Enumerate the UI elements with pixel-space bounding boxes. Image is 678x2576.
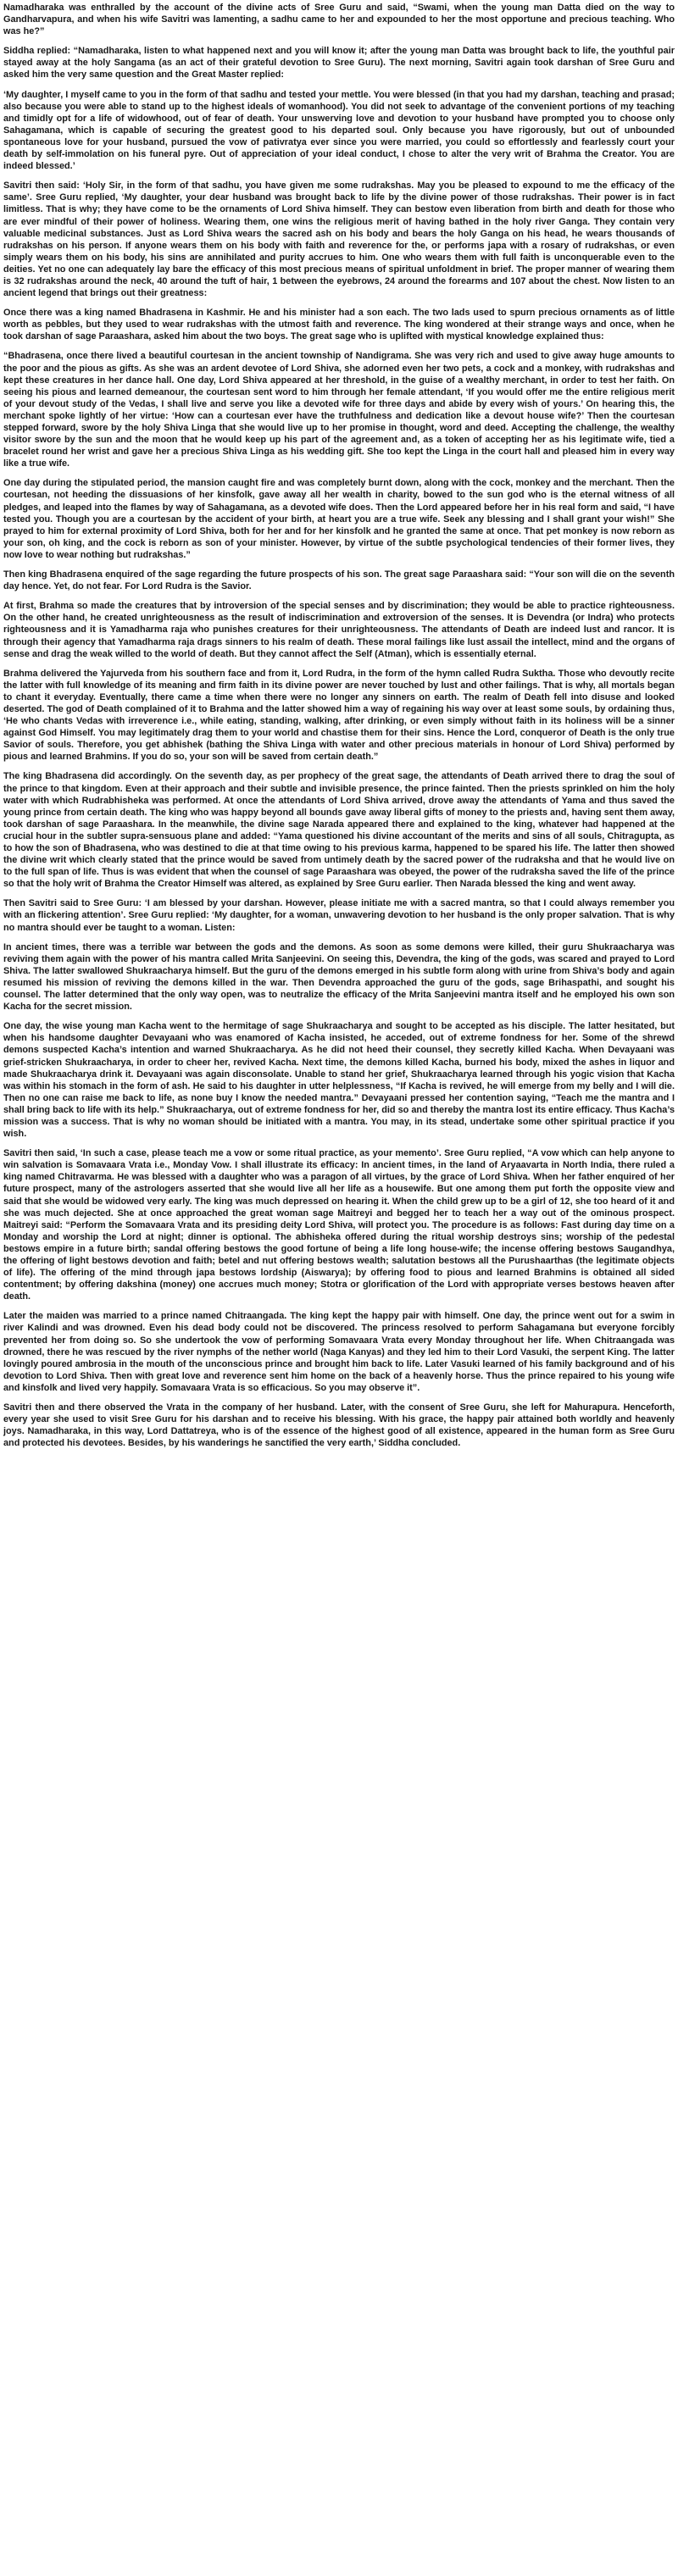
paragraph: Later the maiden was married to a prince named Chitraangada. The king kept the happy pair with himself. One day, the prince went out for a swim in river Kalindi and was drowned. Even his dead body could not be discovered. The princess resolved to perform Sahagamana but everyone forcibly prevented her from doing so. So she undertook the vow of performing Somavaara Vrata every Monday throughout her life. When Chitraangada was drowned, there he was rescued by the river nymphs of the nether world (Naga Kanyas) and they led him to their Lord Vasuki, the serpent King. The latter lovingly poured ambrosia in the mouth of the unconscious prince and brought him back to life. Later Vasuki learned of his family background and of his devotion to Lord Shiva. Then with great love and reverence sent him home on the back of a heavenly horse. Thus the prince repaired to his young wife and kinsfolk and lived very happily. Somavaara Vrata is so efficacious. So you may observe it”. xyxy=(3,1311,675,1393)
paragraph: Brahma delivered the Yajurveda from his southern face and from it, Lord Rudra, in the form of the hymn called Rudra Suktha. Those who devoutly recite the latter with full knowledge of its meaning and firm faith in its divine power are never touched by lust and other failings. That is why, all mortals began to chant it everyday. Eventually, there came a time when there were no longer any sinners on earth. The realm of Death fell into disuse and looked deserted. The god of Death complained of it to Brahma and the latter showed him a way of regaining his way over at least some souls, by ordaining thus, ‘He who chants Vedas with irreverence i.e., while eating, standing, walking, after drinking, or even simply without faith in its holiness will be a sinner against God Himself. You may legitimately drag them to your world and chastise them for their sins. Hence the Lord, conqueror of Death is the only true Savior of souls. Therefore, you get abhishek (bathing the Shiva Linga with water and other precious materials in honour of Lord Shiva) performed by pious and learned Brahmins. If you do so, your son will be saved from certain death.” xyxy=(3,668,675,763)
paragraph: Then Savitri said to Sree Guru: ‘I am blessed by your darshan. However, please initiate me with a sacred mantra, so that I could always remember you with an flickering attention’. Sree Guru replied: ‘My daughter, for a woman, unwavering devotion to her husband is the only proper salvation. That is why no mantra should ever be taught to a woman. Listen: xyxy=(3,898,675,933)
paragraph: Once there was a king named Bhadrasena in Kashmir. He and his minister had a son each. The two lads used to spurn precious ornaments as of little worth as pebbles, but they used to wear rudrakshas with the utmost faith and reverence. The king wondered at their strange ways and once, when he took darshan of sage Paraashara, asked him about the two boys. The great sage who is uplifted with mystical knowledge explained thus: xyxy=(3,308,675,342)
paragraph: “Bhadrasena, once there lived a beautiful courtesan in the ancient township of Nandigrama. She was very rich and used to give away huge amounts to the poor and the pious as gifts. As she was an ardent devotee of Lord Shiva, she adorned even her two pets, a cock and a monkey, with rudrakshas and kept these creatures in her dance hall. One day, Lord Shiva appeared at her threshold, in the guise of a wealthy merchant, in order to test her faith. On seeing his pious and learned demeanour, the courtesan sent word to him through her female attendant, ‘If you would offer me the entire religious merit of your devout study of the Vedas, I shall live and serve you like a devoted wife for three days and abide by every wish of yours.’ On hearing this, the merchant spoke lightly of her virtue: ‘How can a courtesan ever have the truthfulness and dedication like a devout house wife?’ Then the courtesan stepped forward, swore by the holy Shiva Linga that she would live up to her promise in thought, word and deed. Accepting the challenge, the wealthy visitor swore by the sun and the moon that he would keep up his part of the agreement and, as a token of accepting her as his legitimate wife, tied a bracelet round her wrist and gave her a precious Shiva Linga as his wedding gift. She too kept the Linga in the court hall and pleased him in every way like a true wife. xyxy=(3,351,675,469)
paragraph: In ancient times, there was a terrible war between the gods and the demons. As soon as some demons were killed, their guru Shukraacharya was reviving them again with the power of his mantra called Mrita Sanjeevini. On seeing this, Devendra, the king of the gods, was scared and prayed to Lord Shiva. The latter swallowed Shukraacharya himself. But the guru of the demons emerged in his subtle form along with urine from Shiva’s body and again resumed his mission of reviving the demons killed in the war. Then Devendra approached the guru of the gods, sage Brihaspathi, and sought his counsel. The latter determined that the only way open, was to neutralize the efficacy of the Mrita Sanjeevini mantra itself and he employed his own son Kacha for the secret mission. xyxy=(3,941,675,1013)
paragraph: Then king Bhadrasena enquired of the sage regarding the future prospects of his son. The great sage Paraashara said: “Your son will die on the seventh day hence. Yet, do not fear. For Lord Rudra is the Savior. xyxy=(3,569,675,592)
paragraph: Siddha replied: “Namadharaka, listen to what happened next and you will know it; after the young man Datta was brought back to life, the youthful pair stayed away at the holy Sangama (as an act of their grateful devotion to Sree Guru). The next morning, Savitri again took darshan of Sree Guru and asked him the very same question and the Great Master replied: xyxy=(3,46,675,80)
paragraph: Savitri then said: ‘Holy Sir, in the form of that sadhu, you have given me some rudrakshas. May you be pleased to expound to me the efficacy of the same’. Sree Guru replied, ‘My daughter, your dear husband was brought back to life by the divine power of those rudrakshas. Their power is in fact limitless. That is why; they have come to be the ornaments of Lord Shiva himself. They can bestow even liberation from birth and death for those who are ever mindful of their power of holiness. Wearing them, one wins the religious merit of having bathed in the holy river Ganga. They contain very valuable medicinal substances. Just as Lord Shiva wears the sacred ash on his body and bears the holy Ganga on his head, he wears thousands of rudrakshas on his person. If anyone wears them on his body with faith and reverence for the, or performs japa with a rosary of rudrakshas, or even simply wears them on his body, his sins are annihilated and purity accrues to him. One who wears them with full faith is unconquerable even to the deities. Yet no one can adequately lay bare the efficacy of this most precious means of spiritual unfoldment in brief. The proper manner of wearing them is 32 rudrakshas around the neck, 40 around the tuft of hair, 1 between the eyebrows, 24 around the forearms and 107 about the chest. Now listen to an ancient legend that brings out their greatness: xyxy=(3,180,675,299)
paragraph: ‘My daughter, I myself came to you in the form of that sadhu and tested your mettle. You were blessed (in that you had my darshan, teaching and prasad; also because you were able to stand up to the highest ideals of womanhood). You did not seek to advantage of the convenient portions of my teaching and timidly opt for a life of widowhood, out of fear of death. Your unswerving love and devotion to your husband have prompted you to choose only Sahagamana, which is capable of securing the greatest good to his departed soul. Only because you have rigorously, but out of unbounded spontaneous love for your husband, pursued the vow of pativratya ever since you were married, you could so effortlessly and fearlessly court your death by self-immolation on his funeral pyre. Out of appreciation of your ideal conduct, I chose to alter the very writ of Brahma the Creator. You are indeed blessed.’ xyxy=(3,89,675,172)
paragraph: One day, the wise young man Kacha went to the hermitage of sage Shukraacharya and sought to be accepted as his disciple. The latter hesitated, but when his handsome daughter Devayaani who was enamored of Kacha insisted, he acceded, out of extreme fondness for her. Some of the shrewd demons suspected Kacha’s intention and warned Shukraacharya. As he did not heed their counsel, they secretly killed Kacha. When Devayaani was grief-stricken Shukraacharya, in order to cheer her, revived Kacha. Next time, the demons killed Kacha, burned his body, mixed the ashes in liquor and made Shukraacharya drink it. Devayaani was again disconsolate. Unable to stand her grief, Shukraacharya learned through his yogic vision that Kacha was within his stomach in the form of ash. He said to his daughter in utter helplessness, “If Kacha is revived, he will emerge from my belly and I will die. Then no one can raise me back to life, as none buy I know the needed mantra.” Devayaani pressed her contention saying, “Teach me the mantra and I shall bring back to life with its help.” Shukraacharya, out of extreme fondness for her, did so and thereby the mantra lost its entire efficacy. Thus Kacha’s mission was a success. That is why no woman should be initiated with a mantra. You may, in its stead, undertake some other spiritual practice if you wish. xyxy=(3,1021,675,1140)
paragraph: Savitri then said, ‘In such a case, please teach me a vow or some ritual practice, as your memento’. Sree Guru replied, “A vow which can help anyone to win salvation is Somavaara Vrata i.e., Monday Vow. I shall illustrate its efficacy: In ancient times, in the land of Aryaavarta in North India, there ruled a king named Chitravarma. He was blessed with a daughter who was a paragon of all virtues, by the grace of Lord Shiva. When her father enquired of her future prospect, many of the astrologers asserted that she would live all her life as a housewife. But one among them put forth the opposite view and said that she would be widowed very early. The king was much depressed on hearing it. When the child grew up to be a girl of 12, she too heard of it and she was much dejected. She at once approached the great woman sage Maitreyi and begged her to teach her a way out of the ominous prospect. Maitreyi said: “Perform the Somavaara Vrata and its presiding deity Lord Shiva, will protect you. The procedure is as follows: Fast during day time on a Monday and worship the Lord at night; dinner is optional. The abhisheka offered during the ritual worship destroys sins; worship of the pedestal bestows empire in a future birth; sandal offering bestows the good fortune of being a life long house-wife; the incense offering bestows Saugandhya, the offering of light bestows devotion and faith; betel and nut offering bestows wealth; salutation bestows all the Purushaarthas (the legitimate objects of life). The offering of the mind through japa bestows lordship (Aiswarya); by offering food to pious and learned Brahmins is obtained all sided contentment; by offering dakshina (money) one accrues much money; Stotra or glorification of the Lord with appropriate verses bestows heaven after death. xyxy=(3,1148,675,1302)
paragraph: Savitri then and there observed the Vrata in the company of her husband. Later, with the consent of Sree Guru, she left for Mahurapura. Henceforth, every year she used to visit Sree Guru for his darshan and to receive his blessing. With his grace, the happy pair attained both worldly and heavenly joys. Namadharaka, in this way, Lord Dattatreya, who is of the essence of the highest good of all existence, appeared in the human form as Sree Guru and protected his devotees. Besides, by his wanderings he sanctified the very earth,’ Siddha concluded. xyxy=(3,1402,675,1449)
paragraph: At first, Brahma so made the creatures that by introversion of the special senses and by discrimination; they would be able to practice righteousness. On the other hand, he created unrighteousness as the result of indiscrimination and extroversion of the senses. It is Devendra (or Indra) who protects righteousness and it is Yamadharma raja who punishes creatures for their unrighteousness. The attendants of Death are indeed lust and rancor. It is through their agency that Yamadharma raja drags sinners to his realm of death. These moral failings like lust assail the intellect, mind and the organs of sense and drag the weak willed to the world of death. But they cannot affect the Self (Atman), which is essentially eternal. xyxy=(3,601,675,659)
paragraph: One day during the stipulated period, the mansion caught fire and was completely burnt down, along with the cock, monkey and the merchant. Then the courtesan, not heeding the dissuasions of her kinsfolk, gave away all her wealth in charity, bowed to the sun god who is the eternal witness of all pledges, and leaped into the flames by way of Sahagamana, as a devoted wife does. Then the Lord appeared before her in his real form and said, “I have tested you. Though you are a courtesan by the accident of your birth, at heart you are a true wife. Seek any blessing and I shall grant your wish!” She prayed to him for external proximity of Lord Shiva, both for her and for her kinsfolk and he granted the same at once. That pet monkey is now reborn as your son, oh king, and the cock is reborn as son of your minister. However, by virtue of the subtle psychological tendencies of their former lives, they now love to wear nothing but rudrakshas.” xyxy=(3,478,675,560)
paragraph: The king Bhadrasena did accordingly. On the seventh day, as per prophecy of the great sage, the attendants of Death arrived there to drag the soul of the prince to that kingdom. Even at their approach and their subtle and invisible presence, the prince fainted. Then the priests sprinkled on him the holy water with which Rudrabhisheka was performed. At once the attendants of Lord Shiva arrived, drove away the attendants of Yama and thus saved the young prince from certain death. The king who was happy beyond all bounds gave away liberal gifts of money to the priests and, having sent them away, took darshan of sage Paraashara. In the meanwhile, the divine sage Narada appeared there and explained to the king, whatever had happened at the crucial hour in the subtler supra-sensuous plane and added: “Yama questioned his divine accountant of the merits and sins of all souls, Chitragupta, as to how the son of Bhadrasena, who was destined to die at that time owing to his previous karma, happened to be spared his life. The latter then showed the divine writ which clearly stated that the prince would be saved from untimely death by the sacred power of the rudraksha and that he would live on to the full span of life. Thus is was evident that when the counsel of sage Paraashara was obeyed, the power of the rudraksha saved the life of the prince so that the holy writ of Brahma the Creator Himself was altered, as explained by Sree Guru earlier. Then Narada blessed the king and went away. xyxy=(3,771,675,890)
paragraph: Namadharaka was enthralled by the account of the divine acts of Sree Guru and said, “Swami, when the young man Datta died on the way to Gandharvapura, and when his wife Savitri was lamenting, a sadhu came to her and expounded to her the most opportune and precious teaching. Who was he?” xyxy=(3,3,675,37)
